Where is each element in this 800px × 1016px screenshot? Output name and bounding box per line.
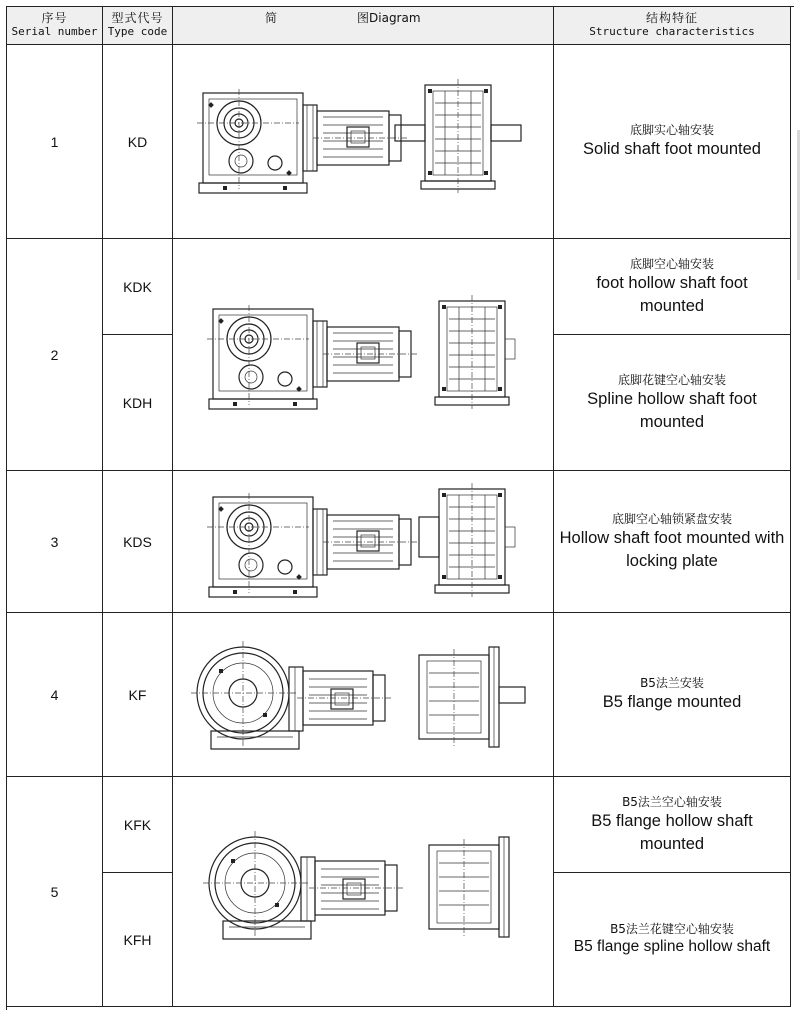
mounting-type-table	[6, 6, 794, 1010]
header-diagram-en: 图Diagram	[357, 11, 421, 25]
structure-cn: B5法兰花键空心轴安装	[610, 921, 734, 936]
flange-mounted-hollow-shaft-gearmotor-icon	[173, 777, 553, 1006]
type-code-cell: KF	[103, 613, 173, 777]
foot-mounted-solid-shaft-gearmotor-icon	[173, 45, 553, 238]
type-code-cell: KFH	[103, 873, 173, 1007]
structure-cell	[554, 45, 791, 239]
structure-cell	[554, 239, 791, 335]
structure-cell	[554, 471, 791, 613]
serial-cell: 4	[7, 613, 103, 777]
diagram-cell	[173, 45, 554, 239]
type-code-cell: KDS	[103, 471, 173, 613]
structure-cell	[554, 335, 791, 471]
structure-cn: 底脚实心轴安装	[629, 123, 714, 138]
serial-cell: 2	[7, 239, 103, 471]
header-serial	[7, 7, 103, 45]
foot-mounted-locking-plate-gearmotor-icon	[173, 471, 553, 612]
structure-cn: 底脚空心轴锁紧盘安装	[611, 512, 732, 527]
structure-cell	[554, 777, 791, 873]
header-serial-cn: 序号	[41, 11, 68, 26]
structure-en: B5 flange spline hollow shaft	[573, 938, 771, 956]
flange-mounted-gearmotor-icon	[173, 613, 553, 776]
header-serial-en: Serial number	[11, 25, 98, 39]
structure-cn: 底脚花键空心轴安装	[617, 373, 726, 388]
serial-cell: 5	[7, 777, 103, 1007]
foot-mounted-hollow-shaft-gearmotor-icon	[173, 239, 553, 470]
diagram-cell	[173, 239, 554, 471]
type-code-cell: KDH	[103, 335, 173, 471]
structure-en: foot hollow shaft foot mounted	[596, 274, 748, 315]
diagram-cell	[173, 777, 554, 1007]
header-diagram-cn: 简	[265, 11, 278, 25]
header-type-cn: 型式代号	[111, 11, 164, 26]
structure-en: Solid shaft foot mounted	[583, 140, 761, 159]
header-structure	[554, 7, 791, 45]
header-type-en: Type code	[107, 25, 168, 39]
structure-en: B5 flange hollow shaft mounted	[591, 812, 753, 853]
serial-cell: 3	[7, 471, 103, 613]
structure-cn: B5法兰空心轴安装	[622, 795, 722, 810]
structure-cn: 底脚空心轴安装	[629, 257, 714, 272]
structure-en: B5 flange mounted	[602, 693, 742, 712]
header-type	[103, 7, 173, 45]
diagram-cell	[173, 613, 554, 777]
header-structure-en: Structure characteristics	[589, 25, 755, 39]
header-structure-cn: 结构特征	[645, 11, 698, 26]
type-code-cell: KDK	[103, 239, 173, 335]
serial-cell: 1	[7, 45, 103, 239]
diagram-cell	[173, 471, 554, 613]
structure-cell	[554, 613, 791, 777]
structure-en: Spline hollow shaft foot mounted	[587, 390, 757, 431]
type-code-cell: KD	[103, 45, 173, 239]
structure-en: Hollow shaft foot mounted with locking plate	[559, 529, 785, 570]
structure-cell	[554, 873, 791, 1007]
type-code-cell: KFK	[103, 777, 173, 873]
structure-cn: B5法兰安装	[640, 676, 704, 691]
header-diagram	[173, 7, 554, 45]
